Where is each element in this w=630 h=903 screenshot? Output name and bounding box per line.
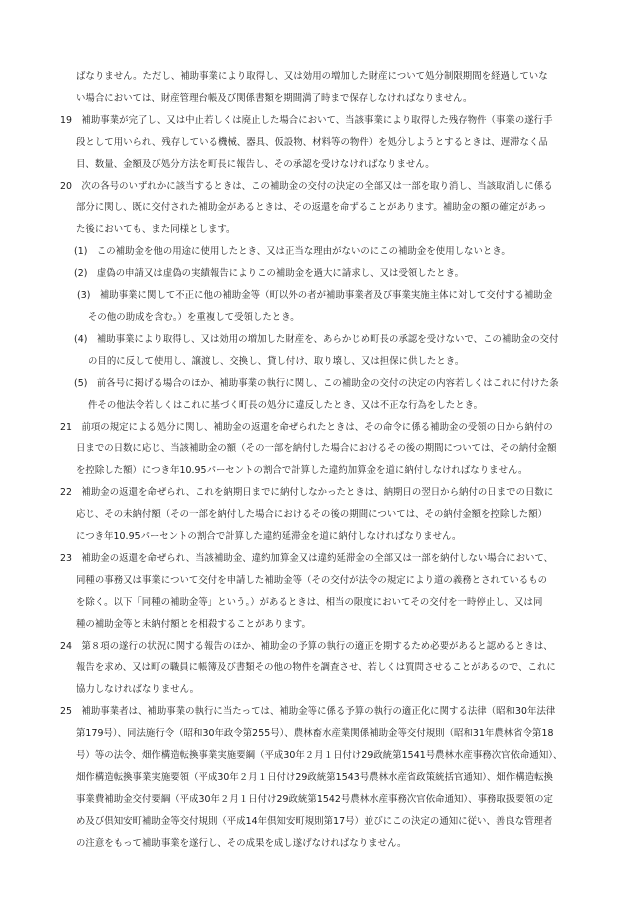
text-line: の目的に反して使用し、譲渡し、交換し、貸し付け、取り壊し、又は担保に供したとき。 [88, 355, 465, 367]
text-line: を除く。以下「同種の補助金等」という。）があるときは、相当の限度においてその交付を一時停止し、又は同 [76, 596, 543, 608]
text-line: い場合においては、財産管理台帳及び関係書類を期間満了時まで保存しなければなりません。 [76, 92, 473, 104]
item-2-line: (2) 虚偽の申請又は虚偽の実績報告によりこの補助金を過大に請求し、又は受領したとき。 [74, 268, 465, 280]
text-line: を控除した額）につき年10.95パーセントの割合で計算した違約加算金を道に納付しなければなりません。 [76, 465, 528, 477]
text-line: 号）等の法令、畑作構造転換事業実施要綱（平成30年２月１日付け29政統第1541号農林水産事務次官依命通知）、 [76, 750, 563, 762]
text-line: その他の助成を含む。）を重複して受領したとき。 [88, 311, 300, 323]
text-line: 部分に関し、既に交付された補助金があるときは、その返還を命ずることがあります。補助金の額の確定があっ [76, 202, 547, 214]
text-line: 件その他法令若しくはこれに基づく町長の処分に違反したとき、又は不正な行為をしたとき。 [88, 399, 484, 411]
item-5-line: (5) 前各号に掲げる場合のほか、補助事業の執行に関し、この補助金の交付の決定の内容若しくはこれに付けた条 [74, 377, 559, 389]
section-19-line: 19 補助事業が完了し、又は中止若しくは廃止した場合において、当該事業により取得した残存物件（事業の遂行手 [60, 114, 553, 126]
text-line: 事業費補助金交付要綱（平成30年２月１日付け29政統第1542号農林水産事務次官依命通知）、事務取扱要領の定 [76, 793, 553, 805]
text-line: 日までの日数に応じ、当該補助金の額（その一部を納付した場合におけるその後の期間については、その納付金額 [76, 443, 557, 455]
text-line: 第179号）、同法施行令（昭和30年政令第255号）、農林畜水産業関係補助金等交付規則（昭和31年農林省令第18 [76, 728, 554, 740]
text-line: 同種の事務又は事業について交付を申請した補助金等（その交付が法令の規定により道の義務とされているもの [76, 574, 548, 586]
text-line: 報告を求め、又は町の職員に帳簿及び書類その他の物件を調査させ、若しくは質問させることがあるので、これに [76, 662, 556, 674]
section-23-line: 23 補助金の返還を命ぜられ、当該補助金、違約加算金又は違約延滞金の全部又は一部を納付しない場合において、 [60, 552, 554, 564]
text-line: ばなりません。ただし、補助事業により取得し、又は効用の増加した財産について処分制限期間を経過していな [76, 71, 548, 82]
text-line: 段として用いられ、残存している機械、器具、仮設物、材料等の物件）を処分しようとするときは、遅滞なく品 [76, 136, 548, 148]
item-3-line: (3) 補助事業に関して不正に他の補助金等（町以外の者が補助事業者及び事業実施主体に対して交付する補助金 [77, 290, 553, 302]
section-25-line: 25 補助事業者は、補助事業の執行に当たっては、補助金等に係る予算の執行の適正化に関する法律（昭和30年法律 [60, 706, 556, 718]
text-line: 種の補助金等と未納付額とを相殺することがあります。 [76, 618, 311, 630]
text-line: 応じ、その未納付額（その一部を納付した場合におけるその後の期間については、その納付金額を控除した額） [76, 509, 548, 521]
text-line: の注意をもって補助事業を遂行し、その成果を成し遂げなければなりません。 [76, 837, 407, 849]
section-22-line: 22 補助金の返還を命ぜられ、これを納期日までに納付しなかったときは、納期日の翌日から納付の日までの日数に [60, 487, 554, 499]
text-line: め及び倶知安町補助金等交付規則（平成14年倶知安町規則第17号）並びにこの決定の通知に従い、善良な管理者 [76, 815, 553, 827]
text-line: 協力しなければなりません。 [76, 684, 200, 696]
text-line: た後においても、また同様とします。 [76, 224, 236, 236]
item-1-line: (1) この補助金を他の用途に使用したとき、又は正当な理由がないのにこの補助金を使用しないとき。 [74, 246, 511, 258]
item-4-line: (4) 補助事業により取得し、又は効用の増加した財産を、あらかじめ町長の承認を受けないで、この補助金の交付 [74, 333, 559, 345]
text-line: 畑作構造転換事業実施要領（平成30年２月１日付け29政統第1543号農林水産省政策統括官通知）、畑作構造転換 [76, 772, 553, 783]
section-20-line: 20 次の各号のいずれかに該当するときは、この補助金の交付の決定の全部又は一部を取り消し、当該取消しに係る [60, 180, 553, 192]
text-line: につき年10.95パーセントの割合で計算した違約延滞金を道に納付しなければなりません。 [76, 531, 462, 543]
section-24-line: 24 第８項の遂行の状況に関する報告のほか、補助金の予算の執行の適正を期するため必要があると認めるときは、 [60, 640, 553, 652]
text-line: 目、数量、金額及び処分方法を町長に報告し、その承認を受けなければなりません。 [76, 158, 435, 170]
section-21-line: 21 前項の規定による処分に関し、補助金の返還を命ぜられたときは、その命令に係る補助金の受領の日から納付の [60, 421, 553, 433]
